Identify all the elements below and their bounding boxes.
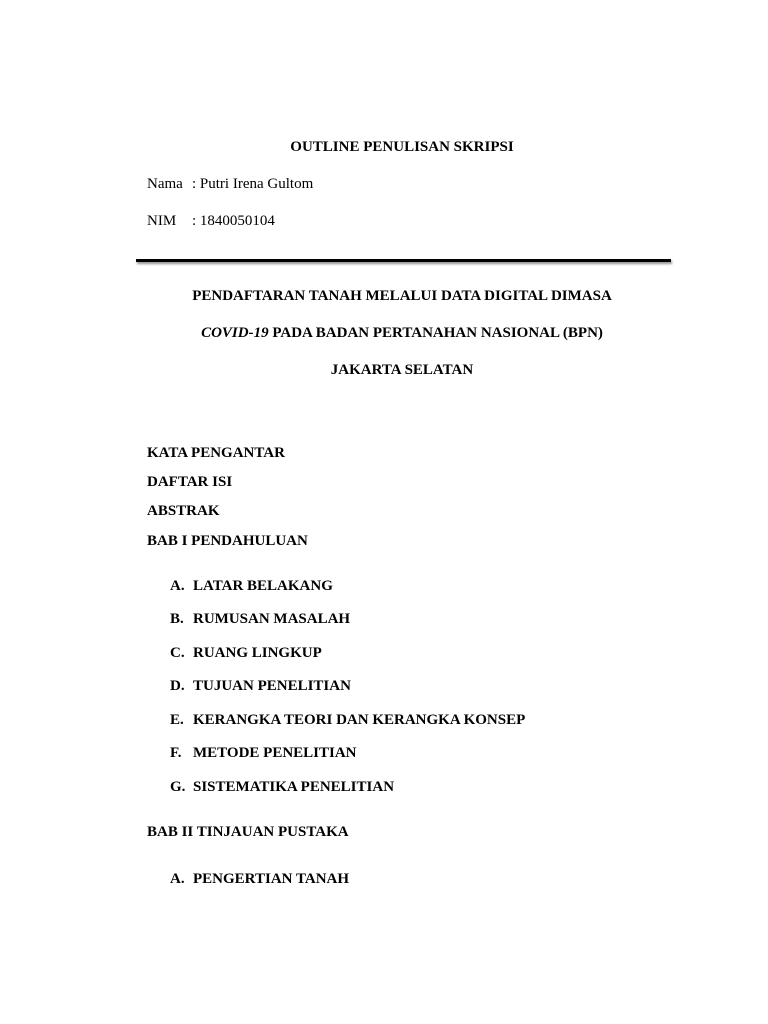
list-item: F. METODE PENELITIAN [170, 745, 357, 761]
thesis-title-line-1: PENDAFTARAN TANAH MELALUI DATA DIGITAL DIMASA [192, 288, 612, 304]
heading-bab-2: BAB II TINJAUAN PUSTAKA [147, 824, 349, 840]
heading-bab-1: BAB I PENDAHULUAN [147, 533, 308, 549]
thesis-title-covid: COVID-19 [201, 325, 269, 341]
title-divider [136, 259, 671, 262]
name-row [147, 175, 313, 193]
list-item: G. SISTEMATIKA PENELITIAN [170, 779, 395, 795]
list-item: C. RUANG LINGKUP [170, 645, 322, 661]
nim-row [147, 212, 275, 230]
heading-abstrak: ABSTRAK [147, 503, 220, 519]
nim-label: NIM [147, 213, 177, 229]
list-item: B. RUMUSAN MASALAH [170, 611, 351, 627]
heading-daftar-isi: DAFTAR ISI [147, 474, 233, 490]
list-item: D. TUJUAN PENELITIAN [170, 678, 351, 694]
thesis-title-line-3: JAKARTA SELATAN [330, 362, 474, 378]
list-item: E. KERANGKA TEORI DAN KERANGKA KONSEP [170, 712, 526, 728]
list-item: A. LATAR BELAKANG [170, 578, 333, 594]
name-value: : Putri Irena Gultom [192, 176, 314, 192]
heading-kata-pengantar: KATA PENGANTAR [147, 445, 285, 461]
list-item: A. PENGERTIAN TANAH [170, 871, 350, 887]
nim-value: : 1840050104 [192, 213, 275, 229]
thesis-title-line-2 [0, 324, 768, 342]
document-title: OUTLINE PENULISAN SKRIPSI [290, 139, 514, 155]
name-label: Nama [147, 176, 183, 192]
thesis-title-line-2-rest: PADA BADAN PERTANAHAN NASIONAL (BPN) [268, 325, 603, 341]
